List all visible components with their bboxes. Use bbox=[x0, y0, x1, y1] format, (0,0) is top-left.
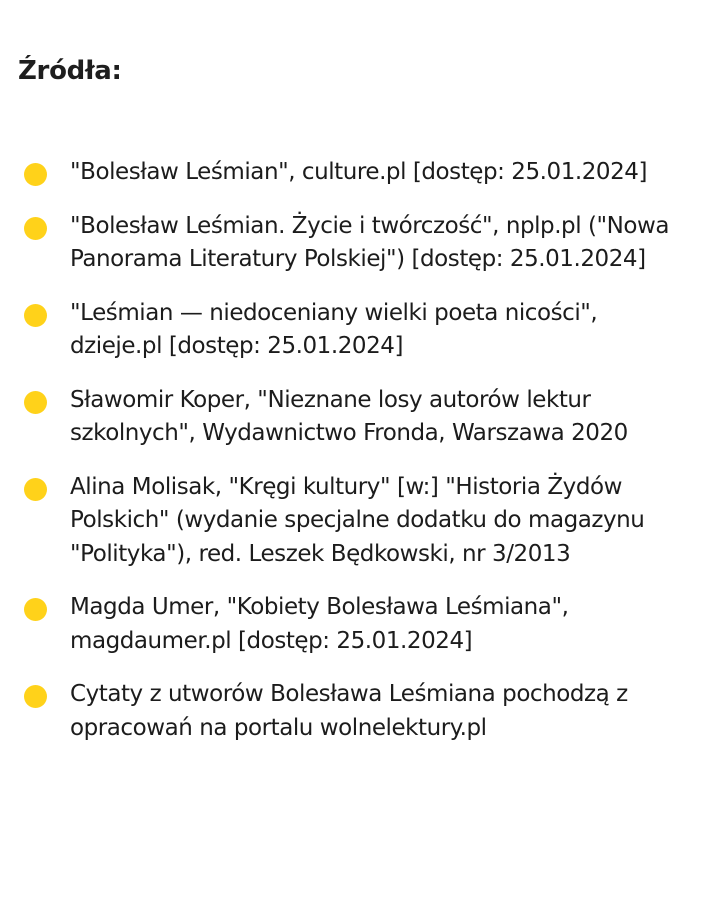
source-text: "Bolesław Leśmian. Życie i twórczość", nplp.pl ("Nowa Panorama Literatury Polskiej") [dostęp: 25.01.2024] bbox=[70, 212, 670, 272]
source-item bbox=[0, 210, 703, 277]
bullet-icon bbox=[24, 163, 47, 186]
source-text: Sławomir Koper, "Nieznane losy autorów lektur szkolnych", Wydawnictwo Fronda, Warszawa 2020 bbox=[70, 386, 628, 446]
sources-list bbox=[0, 156, 703, 765]
bullet-icon bbox=[24, 391, 47, 414]
bullet-icon bbox=[24, 478, 47, 501]
bullet-icon bbox=[24, 685, 47, 708]
bullet-icon bbox=[24, 217, 47, 240]
source-item bbox=[0, 591, 703, 658]
source-item bbox=[0, 471, 703, 572]
source-item bbox=[0, 678, 703, 745]
source-item bbox=[0, 384, 703, 451]
source-text: Magda Umer, "Kobiety Bolesława Leśmiana", magdaumer.pl [dostęp: 25.01.2024] bbox=[70, 594, 569, 654]
source-text: "Leśmian — niedoceniany wielki poeta nicości", dzieje.pl [dostęp: 25.01.2024] bbox=[70, 299, 598, 359]
bullet-icon bbox=[24, 598, 47, 621]
source-text: "Bolesław Leśmian", culture.pl [dostęp: 25.01.2024] bbox=[70, 159, 648, 185]
source-item bbox=[0, 297, 703, 364]
sources-heading: Źródła: bbox=[18, 56, 122, 86]
bullet-icon bbox=[24, 304, 47, 327]
source-text: Cytaty z utworów Bolesława Leśmiana pochodzą z opracowań na portalu wolnelektury.pl bbox=[70, 681, 628, 741]
source-item bbox=[0, 156, 703, 190]
source-text: Alina Molisak, "Kręgi kultury" [w:] "Historia Żydów Polskich" (wydanie specjalne dodatku do magazynu "Polityka"), red. Leszek Będkowski, nr 3/2013 bbox=[70, 473, 645, 567]
